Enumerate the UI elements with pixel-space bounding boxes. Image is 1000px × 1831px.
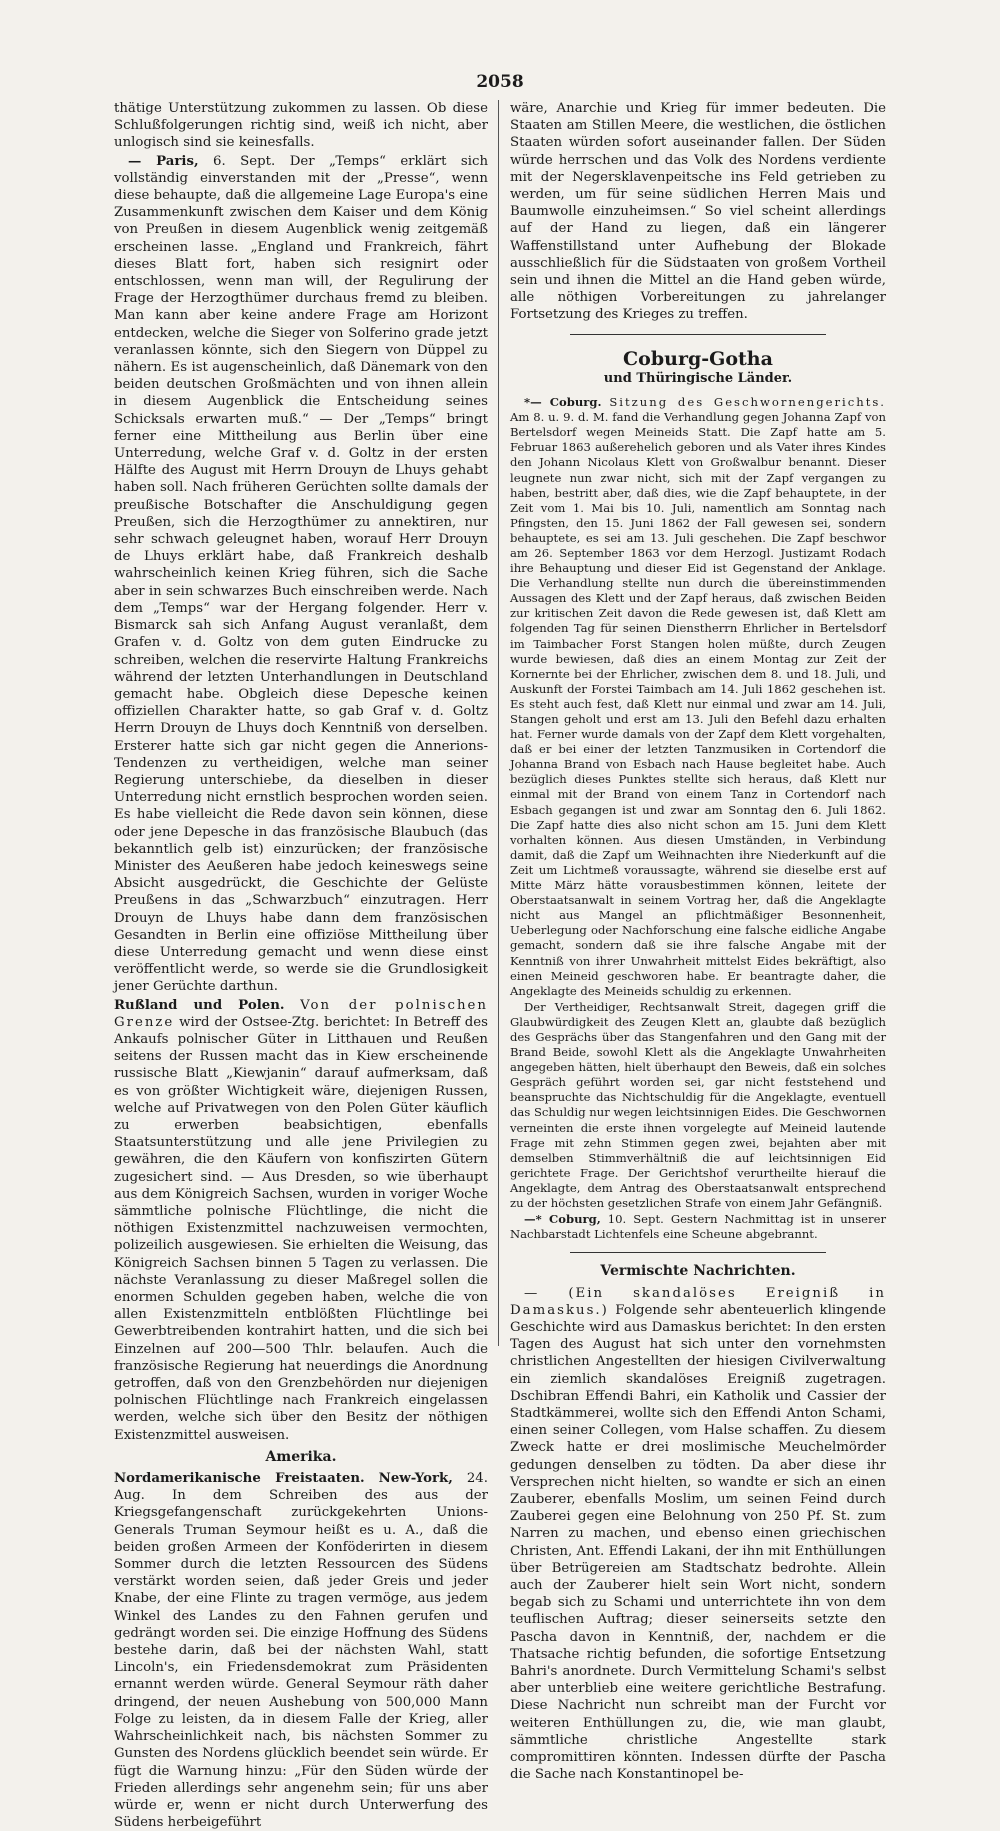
section-lead: Rußland und Polen. bbox=[114, 997, 285, 1013]
coburg-article-cont: Der Vertheidiger, Rechtsanwalt Streit, dagegen griff die Glaubwürdigkeit des Zeugen Klett an, glaubte daß bezüglich des Gesprächs über das Stangenfahren und den Gang mit der Brand Beide, sowohl Klett als die Angeklagte Unwahrheiten angegeben hätten, hielt überhaupt den Beweis, daß ein solches Gespräch geführt worden sei, gar nicht feststehend und beanspruchte das Nichtschuldig für die Angeklagte, eventuell das Schuldig nur wegen leichtsinnigen Eides. Die Geschwornen verneinten die erste ihnen vorgelegte auf Meineid lautende Frage mit zehn Stimmen gegen zwei, bejahten aber mit demselben Stimmverhältniß die auf leichtsinnigen Eid gerichtete Frage. Der Gerichtshof verurtheilte hierauf die Angeklagte, dem Antrag des Oberstaatsanwalt entsprechend zu der höchsten gesetzlichen Strafe von einem Jahr Gefängniß. bbox=[510, 999, 886, 1211]
article-body: Am 8. u. 9. d. M. fand die Verhandlung gegen Johanna Zapf von Bertelsdorf wegen Meineids Statt. Die Zapf hatte am 5. Februar 1863 außerehelich geboren und als Vater ihres Kindes den Johann Nicolaus Klett von Großwalbur benannt. Dieser leugnete nun zwar nicht, sich mit der Zapf vergangen zu haben, bestritt aber, daß dies, wie die Zapf behauptete, in der Zeit vom 1. Mai bis 10. Juli, namentlich am Sonntag nach Pfingsten, den 15. Juni 1862 der Fall gewesen sei, sondern behauptete, es sei am 13. Juli geschehen. Die Zapf beschwor am 26. September 1863 vor dem Herzogl. Justizamt Rodach ihre Behauptung und dieser Eid ist Gegenstand der Anklage. Die Verhandlung stellte nun durch die übereinstimmenden Aussagen des Klett und der Zapf heraus, daß zwischen Beiden zur kritischen Zeit davon die Rede gewesen ist, daß Klett am folgenden Tag für seinen Dienstherrn Ehrlicher in Bertelsdorf im Taimbacher Forst Stangen holen müßte, durch Zeugen wurde bewiesen, daß dies an einem Montag zur Zeit der Kornernte bei der Ehrlicher, zwischen dem 8. und 18. Juli, und Auskunft der Forstei Taimbach am 14. Juli 1862 geschehen ist. Es steht auch fest, daß Klett nur einmal und zwar am 14. Juli, Stangen geholt und erst am 13. Juli den Befehl dazu erhalten hat. Ferner wurde damals von der Zapf dem Klett vorgehalten, daß er bei einer der letzten Tanzmusiken in Cortendorf die Johanna Brand von Esbach nach Hause begleitet habe. Auch bezüglich dieses Punktes stellte sich heraus, daß Klett nur einmal mit der Brand von einem Tanz in Cortendorf nach Esbach gegangen ist und zwar am Sonntag den 6. Juli 1862. Die Zapf hatte dies also nicht schon am 15. Juni dem Klett vorhalten können. Aus diesen Umständen, in Verbindung damit, daß die Zapf um Weihnachten ihre Niederkunft auf die Zeit um Lichtmeß voraussagte, während sie dieselbe erst auf Mitte März hätte vorausbestimmen können, leitete der Oberstaatsanwalt in seinem Vortrag her, daß die Angeklagte nicht aus Mangel an pflichtmäßiger Besonnenheit, Ueberlegung oder Nachforschung eine falsche eidliche Angabe gemacht, sondern daß sie ihre falsche Angabe mit der Kenntniß von ihrer Unwahrheit mittelst Eides bekräftigt, also einen Meineid geschworen habe. Er beantragte daher, die Angeklagte des Meineids schuldig zu erkennen. bbox=[510, 410, 886, 998]
section-rule bbox=[570, 1252, 826, 1253]
section-heading-amerika: Amerika. bbox=[265, 1448, 337, 1465]
column-divider bbox=[498, 100, 499, 1346]
section-lead: Nordamerikanische Freistaaten. bbox=[114, 1471, 365, 1487]
section-rule bbox=[570, 334, 826, 335]
section-subheading: und Thüringische Länder. bbox=[603, 370, 793, 386]
article-title: — (Ein skandalöses Ereigniß in Damaskus.) bbox=[510, 1285, 886, 1318]
page-number: 2058 bbox=[476, 72, 524, 92]
dateline-date: 10. Sept. bbox=[607, 1212, 664, 1227]
dateline-place: *— Coburg. bbox=[524, 395, 602, 410]
dateline-place: New-York, bbox=[378, 1471, 453, 1487]
coburg-article bbox=[510, 395, 886, 999]
dateline-date: 24. Aug. bbox=[114, 1471, 488, 1504]
dateline-date: 6. Sept. bbox=[213, 153, 276, 169]
article-body: Der „Temps“ erklärt sich vollständig einverstanden mit der „Presse“, wenn diese behaupte, daß die allgemeine Lage Europa's eine Zusammenkunft zwischen dem Kaiser und dem König von Preußen in diesem Augenblick wenig zeitgemäß erscheinen lasse. „England und Frankreich, fährt dieses Blatt fort, haben sich resignirt oder entschlossen, wenn man will, der Regulirung der Frage der Herzogthümer durchaus fremd zu bleiben. Man kann aber keine andere Frage am Horizont entdecken, welche die Sieger von Solferino grade jetzt veranlassen könnte, sich den Siegern von Düppel zu nähern. Es ist augenscheinlich, daß Dänemark von den beiden deutschen Großmächten und von ihnen allein in diesem Augenblick die Entscheidung seines Schicksals erwarten muß.“ — Der „Temps“ bringt ferner eine Mittheilung aus Berlin über eine Unterredung, welche Graf v. d. Goltz in der ersten Hälfte des August mit Herrn Drouyn de Lhuys gehabt haben soll. Nach früheren Gerüchten sollte damals der preußische Botschafter die Anschuldigung gegen Preußen, sich die Herzogthümer zu annektiren, nur sehr schwach geleugnet haben, worauf Herr Drouyn de Lhuys erklärt habe, daß Frankreich deshalb wahrscheinlich keinen Krieg führen, sich die Sache aber in sein schwarzes Buch einschreiben werde. Nach dem „Temps“ war der Hergang folgender. Herr v. Bismarck sah sich Anfang August veranlaßt, dem Grafen v. d. Goltz von dem guten Eindrucke zu schreiben, welchen die reservirte Haltung Frankreichs während der letzten Unterhandlungen in Deutschland gemacht habe. Obgleich diese Depesche keinen offiziellen Charakter hatte, so gab Graf v. d. Goltz Herrn Drouyn de Lhuys doch Kenntniß von derselben. Ersterer hatte sich gar nicht gegen die Annerions-Tendenzen zu vertheidigen, welche man seiner Regierung unterschiebe, da dieselben in dieser Unterredung nicht ernstlich besprochen worden seien. Es habe vielleicht die Rede davon sein können, diese oder jene Depesche in das französische Blaubuch (das bekanntlich gelb ist) einzurücken; der französische Minister des Aeußeren habe jedoch keineswegs seine Absicht ausgedrückt, die Geschichte der Gelüste Preußens in das „Schwarzbuch“ einzutragen. Herr Drouyn de Lhuys habe dann dem französischen Gesandten in Berlin eine offiziöse Mittheilung über diese Unterredung gemacht und wenn diese einst veröffentlicht werde, so werde sie die Grundlosigkeit jener Gerüchte darthun. bbox=[114, 153, 489, 995]
dateline-place: — Paris, bbox=[128, 153, 199, 169]
section-heading-coburg-gotha: Coburg-Gotha bbox=[623, 347, 773, 370]
paragraph-continuation: wäre, Anarchie und Krieg für immer bedeuten. Die Staaten am Stillen Meere, die westlichen, die östlichen Staaten würden sofort auseinander fallen. Der Süden würde herrschen und das Volk des Nordens verdiente mit der Negersklavenpeitsche ins Feld getrieben zu werden, um für seine südlichen Herren Mais und Baumwolle einzuheimsen.“ So viel scheint allerdings auf der Hand zu liegen, daß ein längerer Waffenstillstand unter Aufhebung der Blokade ausschließlich für die Südstaaten von großem Vortheil sein und ihnen die Mittel an die Hand geben würde, alle nöthigen Vorbereitungen zu jahrelanger Fortsetzung des Krieges zu treffen. bbox=[510, 101, 886, 323]
article-body: Folgende sehr abenteuerlich klingende Geschichte wird aus Damaskus berichtet: In den ersten Tagen des August hat sich unter den vornehmsten christlichen Angestellten der hiesigen Civilverwaltung ein ziemlich skandalöses Ereigniß zugetragen. Dschibran Effendi Bahri, ein Katholik und Cassier der Stadtkämmerei, wollte sich den Effendi Anton Schami, einen seiner Collegen, vom Halse schaffen. Zu diesem Zweck hatte er drei moslimische Meuchelmörder gedungen denselben zu tödten. Da aber diese ihr Versprechen nicht hielten, so wandte er sich an einen Zauberer, ebenfalls Moslim, um seinen Feind durch Zauberei gegen eine Belohnung von 250 Pf. St. zum Narren zu machen, und ebenso einen griechischen Christen, Ant. Effendi Lakani, der ihn mit Enthüllungen über Betrügereien am Stadtschatz bedrohte. Allein auch der Zauberer hielt sein Wort nicht, sondern begab sich zu Schami und unterrichtete ihn von dem teuflischen Auftrag; dieser seinerseits setzte den Pascha davon in Kenntniß, der, nachdem er die Thatsache richtig befunden, die sofortige Entsetzung Bahri's anordnete. Durch Vermittelung Schami's selbst aber unterblieb eine weitere gerichtliche Bestrafung. Diese Nachricht nun schreibt man der Furcht vor weiteren Enthüllungen zu, die, wie man glaubt, sämmtliche christliche Angestellte stark compromittiren könnten. Indessen dürfte der Pascha die Sache nach Konstantinopel be- bbox=[510, 1302, 887, 1783]
damaskus-article bbox=[510, 1285, 886, 1784]
article-body: Gestern Nachmittag ist in unserer Nachbarstadt Lichtenfels eine Scheune abgebrannt. bbox=[510, 1212, 886, 1242]
article-body: In dem Schreiben des aus der Kriegsgefangenschaft zurückgekehrten Unions-Generals Truman Seymour heißt es u. A., daß die beiden großen Armeen der Konföderirten in diesem Sommer durch die letzten Ressourcen des Südens verstärkt worden seien, daß jeder Greis und jeder Knabe, der eine Flinte zu tragen vermöge, aus jedem Winkel des Landes zu den Fahnen gerufen und gedrängt worden sei. Die einzige Hoffnung des Südens bestehe darin, daß bei der nächsten Wahl, statt Lincoln's, ein Friedensdemokrat zum Präsidenten ernannt werden würde. General Seymour räth daher dringend, der neuen Aushebung von 500,000 Mann Folge zu leisten, da in diesem Falle der Krieg, aller Wahrscheinlichkeit nach, bis nächsten Sommer zu Gunsten des Nordens glücklich beendet sein würde. Er fügt die Warnung hinzu: „Für den Süden würde der Frieden allerdings sehr angenehm sein; für uns aber würde er, wenn er nicht durch Unterwerfung des Südens herbeigeführt bbox=[114, 1488, 488, 1831]
section-sublead: Von der polnischen Grenze bbox=[114, 997, 488, 1030]
paris-article bbox=[114, 153, 488, 996]
coburg-short-article bbox=[510, 1212, 886, 1242]
dateline-place: —* Coburg, bbox=[524, 1212, 601, 1227]
russia-article bbox=[114, 997, 488, 1444]
left-column bbox=[114, 100, 489, 1831]
section-heading-vermischte: Vermischte Nachrichten. bbox=[600, 1263, 796, 1280]
article-subtitle: Sitzung des Geschwornengerichts. bbox=[609, 395, 886, 410]
america-article bbox=[114, 1470, 488, 1831]
paragraph-continuation: thätige Unterstützung zukommen zu lassen. Ob diese Schlußfolgerungen richtig sind, weiß ich nicht, aber unlogisch sind sie keinesfalls. bbox=[114, 101, 488, 151]
right-column bbox=[510, 100, 887, 1783]
article-body: wird der Ostsee-Ztg. berichtet: In Betreff des Ankaufs polnischer Güter in Litthauen und Reußen seitens der Russen macht das in Kiew erscheinende russische Blatt „Kiewjanin“ darauf aufmerksam, daß es von größter Wichtigkeit wäre, diejenigen Russen, welche auf Privatwegen von den Polen Güter käuflich zu erwerben beabsichtigen, ebenfalls Staatsunterstützung und alle jene Privilegien zu gewähren, die den Käufern von konfiszirten Gütern zugesichert sind. — Aus Dresden, so wie überhaupt aus dem Königreich Sachsen, wurden in voriger Woche sämmtliche polnische Flüchtlinge, die nicht die nöthigen Existenzmittel nachzuweisen vermochten, polizeilich ausgewiesen. Sie erhielten die Weisung, das Königreich Sachsen binnen 5 Tagen zu verlassen. Die nächste Veranlassung zu dieser Maßregel sollen die enormen Schulden gegeben haben, welche die von allen Existenzmitteln entblößten Flüchtlinge bei Gewerbtreibenden kontrahirt hatten, und die sich bei Einzelnen auf 200—500 Thlr. belaufen. Auch die französische Regierung hat neuerdings die Anordnung getroffen, daß von den Grenzbehörden nur diejenigen polnischen Flüchtlinge nach Frankreich eingelassen werden, welche sich über den Besitz der nöthigen Existenzmittel ausweisen. bbox=[114, 1014, 488, 1443]
